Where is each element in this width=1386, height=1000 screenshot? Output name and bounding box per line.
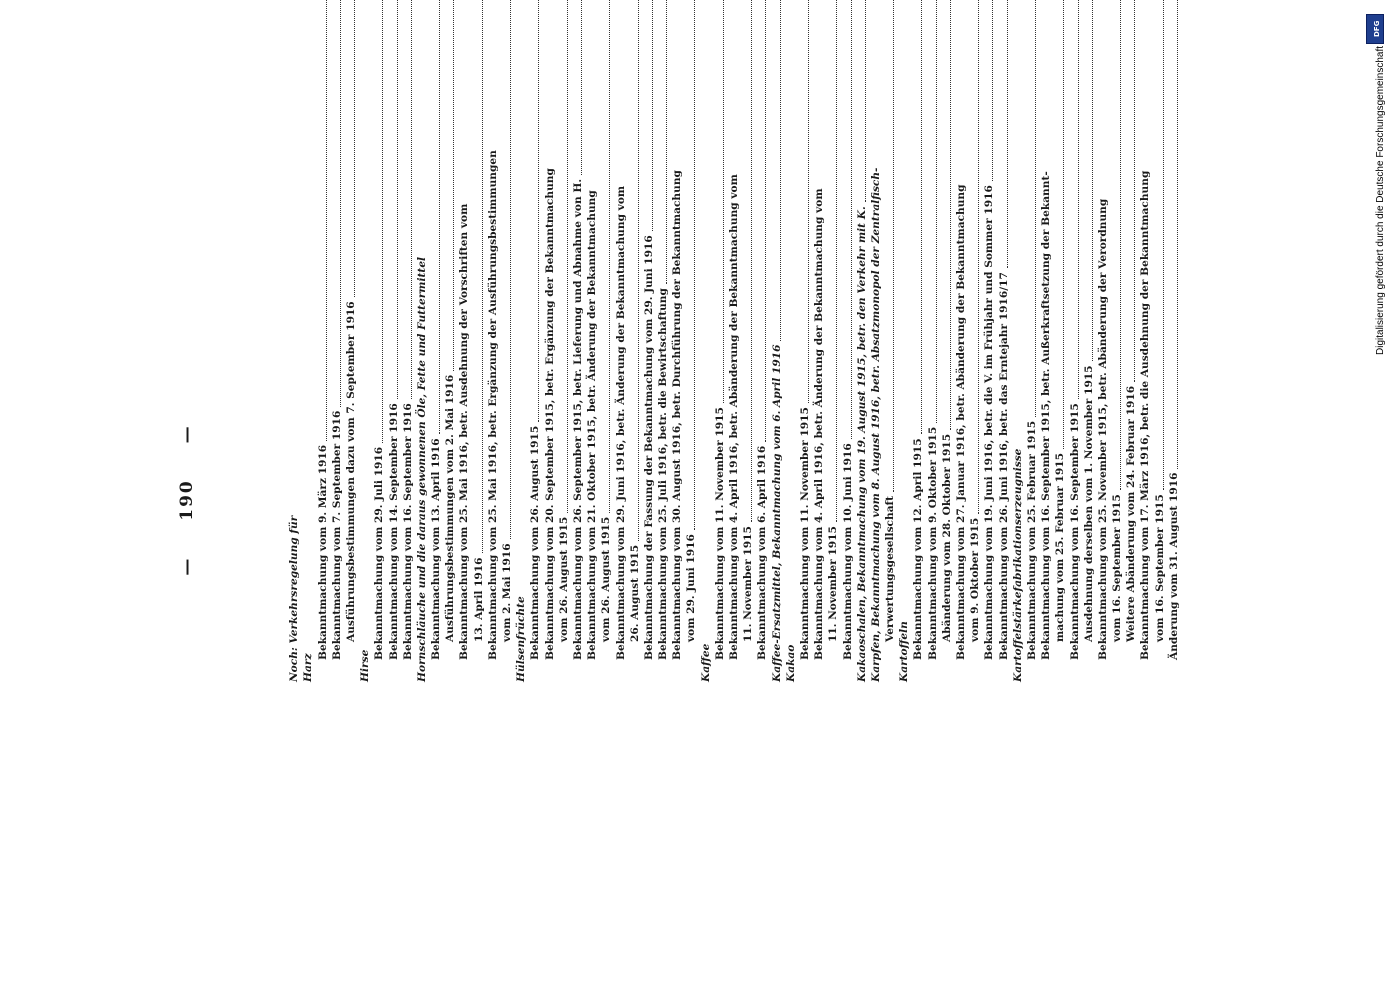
index-entry-row <box>386 0 400 682</box>
index-entry-row <box>1138 0 1152 682</box>
entry-text: Bekanntmachung vom 29. Juli 1916 <box>373 446 386 660</box>
index-entry-row <box>883 0 897 682</box>
entry-text: Verwertungsgesellschaft <box>884 495 897 642</box>
index-entry-row <box>429 0 443 682</box>
index-entry-row <box>542 0 556 682</box>
index-entry-row <box>1082 0 1096 682</box>
leader-dots <box>1163 0 1164 490</box>
entry-text: Bekanntmachung vom 25. Mai 1916, betr. Ausdehnung der Vorschriften vom <box>458 203 471 660</box>
index-entry-row <box>1096 0 1110 682</box>
leader-dots <box>751 0 752 522</box>
entry-text: Kakaoschalen, Bekanntmachung vom 19. August 1915, betr. den Verkehr mit K. <box>855 206 868 682</box>
leader-dots <box>1035 0 1036 417</box>
entry-text: Bekanntmachung vom 11. November 1915 <box>798 407 811 660</box>
index-entry-row <box>798 0 812 682</box>
entry-text: Bekanntmachung vom 4. April 1916, betr. Abänderung der Bekanntmachung vom <box>728 174 740 660</box>
index-entry-row <box>599 0 613 682</box>
leader-dots <box>411 0 412 399</box>
leader-dots <box>538 0 539 422</box>
entry-text: Bekanntmachung vom 7. September 1916 <box>330 410 343 660</box>
index-entry-row <box>741 0 755 682</box>
leader-dots <box>1092 0 1093 361</box>
entry-text: Bekanntmachung vom 30. August 1916, betr. Durchführung der Bekanntmachung <box>671 170 684 660</box>
index-entry-row <box>1110 0 1124 682</box>
index-entry-row <box>968 0 982 682</box>
index-heading-row <box>287 0 301 682</box>
index-entry-row <box>684 0 698 682</box>
page-number-dash-right: — <box>177 424 197 444</box>
index-entry-row <box>940 0 954 682</box>
leader-dots <box>652 0 653 231</box>
leader-dots <box>567 0 568 513</box>
leader-dots <box>1078 0 1079 399</box>
entry-text: Ausdehnung derselben vom 1. November 1915 <box>1082 365 1095 642</box>
leader-dots <box>354 0 355 297</box>
leader-dots <box>1177 0 1178 469</box>
index-entry-row <box>571 0 585 682</box>
page-number-value: 190 <box>177 479 197 521</box>
index-entry-row <box>982 0 996 682</box>
entry-text: Kartoffeln <box>898 621 911 682</box>
entry-text: Bekanntmachung vom 20. September 1915, betr. Ergänzung der Bekanntmachung <box>543 168 556 660</box>
leader-dots <box>326 0 327 441</box>
leader-dots <box>1134 0 1135 382</box>
entry-text: 26. August 1915 <box>628 544 641 642</box>
entry-text: Bekanntmachung vom 26. August 1915 <box>529 425 542 660</box>
entry-text: Harz <box>302 653 315 682</box>
entry-text: Ausführungsbestimmungen vom 2. Mai 1916 <box>444 374 457 642</box>
index-entries-list <box>287 0 1181 682</box>
entry-text: Bekanntmachung vom 26. September 1915, betr. Lieferung und Abnahme von H. <box>571 178 584 660</box>
entry-text: 11. November 1915 <box>827 526 840 642</box>
leader-dots <box>1007 0 1008 268</box>
index-entry-row <box>954 0 968 682</box>
index-entry-row <box>670 0 684 682</box>
entry-text: Bekanntmachung vom 26. Juni 1916, betr. das Erntejahr 1916/17 <box>997 272 1010 660</box>
entry-text: Bekanntmachung vom 25. Februar 1915 <box>1025 420 1038 660</box>
entry-text: 11. November 1915 <box>742 526 755 642</box>
leader-dots <box>936 0 937 423</box>
index-entry-row <box>443 0 457 682</box>
index-entry-row <box>628 0 642 682</box>
index-heading-row <box>784 0 798 682</box>
entry-text: Bekanntmachung vom 29. Juni 1916, betr. Änderung der Bekanntmachung vom <box>614 185 627 660</box>
dfg-logo-box <box>1366 14 1384 44</box>
index-entry-row <box>656 0 670 682</box>
leader-dots <box>921 0 922 434</box>
entry-text: 13. April 1916 <box>472 557 485 642</box>
leader-dots <box>978 0 979 514</box>
entry-text: Kaffee <box>699 643 712 682</box>
leader-dots <box>808 0 809 403</box>
index-entry-row <box>996 0 1010 682</box>
entry-text: Bekanntmachung vom 25. Juli 1916, betr. die Bewirtschaftung <box>657 288 670 660</box>
entry-text: Karpfen, Bekanntmachung vom 8. August 1916, betr. Absatzmonopol der Zentralfisch- <box>869 167 882 682</box>
leader-dots <box>340 0 341 407</box>
entry-text: Hülsenfrüchte <box>515 596 528 682</box>
index-heading-row <box>358 0 372 682</box>
index-entry-row <box>1039 0 1053 682</box>
page-number <box>177 140 197 860</box>
dfg-funding-note: Digitalisierung gefördert durch die Deutsche Forschungsgemeinschaft <box>1375 46 1386 356</box>
entry-text: Bekanntmachung vom 4. April 1916, betr. Änderung der Bekanntmachung vom <box>813 188 826 660</box>
entry-text: Bekanntmachung vom 16. September 1915, betr. Außerkraftsetzung der Bekannt- <box>1040 171 1053 660</box>
entry-text: Bekanntmachung vom 19. Juni 1916, betr. die V. im Frühjahr und Sommer 1916 <box>983 185 996 660</box>
leader-dots <box>1120 0 1121 490</box>
entry-text: Änderung vom 31. August 1916 <box>1167 472 1180 660</box>
index-entry-row <box>500 0 514 682</box>
entry-text: Bekanntmachung vom 16. September 1916 <box>401 403 414 660</box>
index-entry-row <box>642 0 656 682</box>
index-entry-row <box>1067 0 1081 682</box>
index-entry-row <box>727 0 741 682</box>
index-entry-row <box>840 0 854 682</box>
index-entry-row <box>1152 0 1166 682</box>
leader-dots <box>1063 0 1064 449</box>
leader-dots <box>694 0 695 530</box>
leader-dots <box>453 0 454 371</box>
index-entry-row <box>613 0 627 682</box>
index-entry-row <box>1167 0 1181 682</box>
page-number-dash-left: — <box>177 556 197 576</box>
entry-text: Bekanntmachung vom 10. Juni 1916 <box>841 443 854 660</box>
entry-text: vom 16. September 1915 <box>1153 494 1166 642</box>
entry-text: vom 16. September 1915 <box>1111 494 1124 642</box>
entry-text: Bekanntmachung vom 12. April 1915 <box>912 438 925 660</box>
index-entry-row <box>585 0 599 682</box>
entry-text: machung vom 25. Februar 1915 <box>1054 453 1067 642</box>
index-heading-row <box>514 0 528 682</box>
leader-dots <box>382 0 383 443</box>
index-entry-row <box>1025 0 1039 682</box>
index-entry-row <box>486 0 500 682</box>
index-entry-row <box>826 0 840 682</box>
index-entry-row <box>755 0 769 682</box>
entry-text: Bekanntmachung vom 16. September 1915 <box>1068 403 1081 660</box>
leader-dots <box>851 0 852 439</box>
index-entry-row <box>528 0 542 682</box>
index-heading-row <box>1011 0 1025 682</box>
leader-dots <box>950 0 951 430</box>
index-heading-row <box>415 0 429 682</box>
entry-text: Bekanntmachung vom 25. Mai 1916, betr. Ergänzung der Ausführungsbestimmungen <box>486 150 499 660</box>
index-entry-row <box>911 0 925 682</box>
entry-text: Hornschläuche und die daraus gewonnenen Öle, Fette und Futtermittel <box>415 256 428 682</box>
index-entry-row <box>330 0 344 682</box>
leader-dots <box>893 0 894 492</box>
index-heading-row <box>769 0 783 682</box>
leader-dots <box>666 0 667 284</box>
entry-text: Hirse <box>359 649 372 682</box>
index-heading-row <box>301 0 315 682</box>
entry-text: vom 26. August 1915 <box>600 516 613 642</box>
entry-text: Bekanntmachung vom 14. September 1916 <box>387 403 400 660</box>
index-entry-row <box>557 0 571 682</box>
leader-dots <box>638 0 639 541</box>
index-entry-row <box>372 0 386 682</box>
entry-text: Bekanntmachung vom 9. März 1916 <box>316 444 329 660</box>
entry-text: Kartoffelstärkefabrikationserzeugnisse <box>1011 448 1024 682</box>
entry-text: vom 26. August 1915 <box>557 516 570 642</box>
entry-text: Bekanntmachung vom 11. November 1915 <box>713 407 726 660</box>
index-entry-row <box>1124 0 1138 682</box>
index-heading-row <box>855 0 869 682</box>
index-entry-row <box>401 0 415 682</box>
index-heading-row <box>869 0 883 682</box>
entry-text: vom 29. Juni 1916 <box>685 534 698 642</box>
entry-text: Weitere Abänderung vom 24. Februar 1916 <box>1125 385 1138 642</box>
leader-dots <box>723 0 724 403</box>
entry-text: Bekanntmachung vom 6. April 1916 <box>756 445 769 660</box>
index-heading-row <box>698 0 712 682</box>
index-entry-row <box>471 0 485 682</box>
entry-text: Ausführungsbestimmungen dazu vom 7. September 1916 <box>344 301 357 642</box>
leader-dots <box>765 0 766 442</box>
leader-dots <box>439 0 440 434</box>
leader-dots <box>510 0 511 539</box>
entry-text: Abänderung vom 28. Oktober 1915 <box>940 433 953 642</box>
rotated-document-page <box>135 140 1245 860</box>
leader-dots <box>992 0 993 181</box>
index-entry-row <box>315 0 329 682</box>
entry-text: Bekanntmachung vom 21. Oktober 1915, betr. Änderung der Bekanntmachung <box>586 190 599 660</box>
entry-text: Bekanntmachung vom 17. März 1916, betr. die Ausdehnung der Bekanntmachung <box>1139 170 1152 660</box>
entry-text: Bekanntmachung der Fassung der Bekanntmachung vom 29. Juni 1916 <box>642 235 655 660</box>
entry-text: Bekanntmachung vom 9. Oktober 1915 <box>926 426 939 660</box>
entry-text: Noch: Verkehrsregelung für <box>288 515 301 682</box>
entry-text: vom 2. Mai 1916 <box>501 543 513 642</box>
leader-dots <box>482 0 483 553</box>
index-entry-row <box>1053 0 1067 682</box>
entry-text: Kaffee-Ersatzmittel, Bekanntmachung vom 6. April 1916 <box>770 344 783 682</box>
dfg-sidebar <box>1364 10 1386 410</box>
dfg-logo: DFG <box>1373 20 1381 37</box>
index-entry-row <box>344 0 358 682</box>
leader-dots <box>780 0 781 341</box>
entry-text: Bekanntmachung vom 25. November 1915, betr. Abänderung der Verordnung <box>1096 198 1109 660</box>
entry-text: vom 9. Oktober 1915 <box>969 517 982 642</box>
entry-text: Bekanntmachung vom 13. April 1916 <box>430 438 443 660</box>
index-heading-row <box>897 0 911 682</box>
leader-dots <box>609 0 610 513</box>
index-entry-row <box>925 0 939 682</box>
leader-dots <box>581 0 582 175</box>
leader-dots <box>397 0 398 399</box>
index-entry-row <box>812 0 826 682</box>
leader-dots <box>865 0 866 202</box>
entry-text: Kakao <box>784 644 797 682</box>
entry-text: Bekanntmachung vom 27. Januar 1916, betr. Abänderung der Bekanntmachung <box>955 184 967 660</box>
index-entry-row <box>713 0 727 682</box>
index-entry-row <box>457 0 471 682</box>
leader-dots <box>836 0 837 522</box>
